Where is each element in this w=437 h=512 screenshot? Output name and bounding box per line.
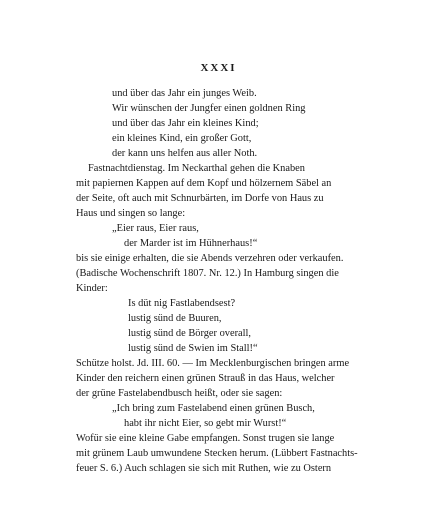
text-line: Kinder: xyxy=(76,283,108,294)
text-line: bis sie einige erhalten, die sie Abends verzehren oder verkaufen. xyxy=(76,253,344,264)
text-line: der grüne Fastelabendbusch heißt, oder sie sagen: xyxy=(76,388,283,399)
text-line: und über das Jahr ein kleines Kind; xyxy=(112,118,259,129)
text-line: lustig sünd de Börger overall, xyxy=(128,328,252,339)
text-line: „Ich bring zum Fastelabend einen grünen Busch, xyxy=(112,403,315,414)
text-line: lustig sünd de Buuren, xyxy=(128,313,222,324)
page-number-header: XXXI xyxy=(200,62,237,74)
text-line: Is düt nig Fastlabendsest? xyxy=(128,298,236,309)
text-line: Wir wünschen der Jungfer einen goldnen Ring xyxy=(112,103,306,114)
text-line: habt ihr nicht Eier, so gebt mir Wurst!“ xyxy=(124,418,287,429)
text-line: ein kleines Kind, ein großer Gott, xyxy=(112,133,252,144)
text-line: und über das Jahr ein junges Weib. xyxy=(112,88,257,99)
text-line: Schütze holst. Jd. III. 60. — Im Mecklenburgischen bringen arme xyxy=(76,358,350,369)
text-line: mit grünem Laub umwundene Stecken herum. (Lübbert Fastnachts- xyxy=(76,448,358,459)
text-line: (Badische Wochenschrift 1807. Nr. 12.) In Hamburg singen die xyxy=(76,268,339,279)
text-line: der kann uns helfen aus aller Noth. xyxy=(112,148,258,159)
text-line: Wofür sie eine kleine Gabe empfangen. Sonst trugen sie lange xyxy=(76,433,335,444)
text-line: Kinder den reichern einen grünen Strauß in das Haus, welcher xyxy=(76,373,335,384)
text-line: Haus und singen so lange: xyxy=(76,208,186,219)
text-line: feuer S. 6.) Auch schlagen sie sich mit Ruthen, wie zu Ostern xyxy=(76,463,332,474)
text-line: lustig sünd de Swien im Stall!“ xyxy=(128,343,258,354)
text-line: mit papiernen Kappen auf dem Kopf und hölzernem Säbel an xyxy=(76,178,332,189)
text-line: „Eier raus, Eier raus, xyxy=(112,223,199,234)
text-line: der Seite, oft auch mit Schnurbärten, im Dorfe von Haus zu xyxy=(76,193,324,204)
text-line: Fastnachtdienstag. Im Neckarthal gehen die Knaben xyxy=(88,163,305,174)
text-line: der Marder ist im Hühnerhaus!“ xyxy=(124,238,258,249)
